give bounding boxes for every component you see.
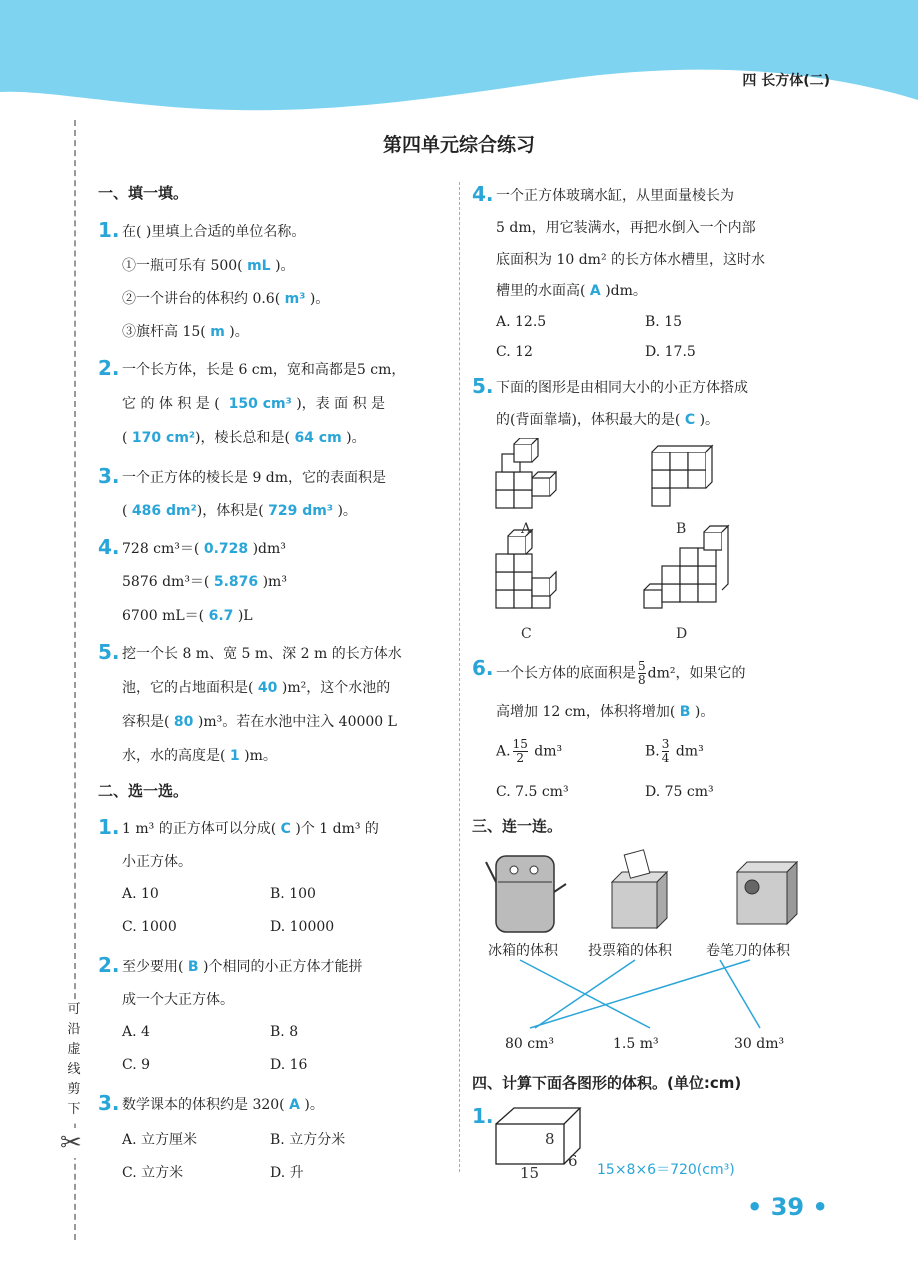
figure-c (496, 530, 556, 608)
c3-line1: 数学课本的体积约是 320( A )。 (122, 1097, 324, 1113)
option: B. 8 (270, 1024, 299, 1040)
r5-line1: 下面的图形是由相同大小的小正方体搭成 (496, 380, 748, 396)
answer: 729 dm³ (268, 503, 333, 519)
r5-number: 5. (472, 374, 494, 398)
answer: m (210, 324, 225, 340)
section-fill-heading: 一、填一填。 (98, 184, 189, 202)
figure-label-c: C (521, 626, 532, 642)
option: D. 75 cm³ (645, 784, 714, 800)
q2-line1: 一个长方体，长是 6 cm，宽和高都是5 cm， (122, 362, 406, 378)
figure-a (496, 438, 556, 508)
c2-line1: 至少要用( B )个相同的小正方体才能拼 (122, 959, 363, 975)
answer: C (280, 821, 291, 837)
q4-b: 5876 dm³＝( 5.876 )m³ (122, 574, 287, 590)
r4-line2: 5 dm，用它装满水，再把水倒入一个内部 (496, 220, 756, 236)
answer: B (187, 959, 199, 975)
q4-a: 728 cm³＝( 0.728 )dm³ (122, 541, 286, 557)
scissors-icon: ✂ (60, 1128, 82, 1158)
value-80cm3: 80 cm³ (505, 1036, 554, 1052)
option: A. $\frac{15}{2}$ dm³ (496, 737, 563, 765)
q1-a: ①一瓶可乐有 500( mL )。 (122, 258, 295, 274)
option: C. 9 (122, 1057, 151, 1073)
cut-text: 可沿虚线剪下 (62, 1000, 86, 1120)
answer: 0.728 (203, 541, 249, 557)
figure-label-a: A (521, 521, 532, 537)
r4-number: 4. (472, 182, 494, 206)
q4-c: 6700 mL＝( 6.7 )L (122, 608, 253, 624)
fridge-illustration (486, 856, 566, 932)
answer: 170 cm² (131, 430, 196, 446)
q3-line1: 一个正方体的棱长是 9 dm，它的表面积是 (122, 470, 387, 486)
ballot-box-illustration (612, 850, 667, 928)
figure-d (644, 526, 728, 608)
c2-number: 2. (98, 953, 120, 977)
figure-label-d: D (676, 626, 688, 642)
section-connect-heading: 三、连一连。 (472, 817, 563, 835)
dim-height: 8 (545, 1130, 555, 1148)
column-divider (459, 182, 460, 1172)
connect-item-fridge: 冰箱的体积 (488, 943, 558, 959)
answer: 486 dm² (131, 503, 197, 519)
r6-line2: 高增加 12 cm，体积将增加( B )。 (496, 704, 715, 720)
q4-number: 4. (98, 535, 120, 559)
option: B. 15 (645, 314, 683, 330)
r4-line3: 底面积为 10 dm² 的长方体水槽里，这时水 (496, 252, 766, 268)
connect-item-ballot: 投票箱的体积 (588, 943, 672, 959)
q5-line1: 挖一个长 8 m、宽 5 m、深 2 m 的长方体水 (122, 646, 402, 662)
fraction: $\frac{5}{8}$ (638, 659, 646, 687)
cube-figures (488, 438, 828, 648)
q2-number: 2. (98, 356, 120, 380)
c1-line2: 小正方体。 (122, 854, 192, 870)
option: A. 4 (122, 1024, 150, 1040)
option: C. 立方米 (122, 1165, 184, 1181)
connect-lines (490, 958, 810, 1038)
answer: A (589, 283, 601, 299)
q1-b: ②一个讲台的体积约 0.6( m³ )。 (122, 291, 330, 307)
figure-label-b: B (676, 521, 687, 537)
option: B. $\frac{3}{4}$ dm³ (645, 737, 704, 765)
connect-item-sharpener: 卷笔刀的体积 (706, 943, 790, 959)
option: C. 7.5 cm³ (496, 784, 569, 800)
page-title: 第四单元综合练习 (382, 134, 535, 156)
answer: 40 (257, 680, 278, 696)
answer: 5.876 (213, 574, 259, 590)
q5-line4: 水，水的高度是( 1 )m。 (122, 748, 277, 764)
answer: 150 cm³ (228, 396, 292, 412)
q1-stem: 在( )里填上合适的单位名称。 (122, 224, 306, 240)
c2-line2: 成一个大正方体。 (122, 992, 234, 1008)
answer: 1 (229, 748, 240, 764)
option: A. 立方厘米 (122, 1132, 198, 1148)
value-30dm3: 30 dm³ (734, 1036, 785, 1052)
c1-line1: 1 m³ 的正方体可以分成( C )个 1 dm³ 的 (122, 821, 379, 837)
answer: 64 cm (294, 430, 342, 446)
option: C. 1000 (122, 919, 177, 935)
dim-width: 6 (568, 1152, 578, 1170)
answer: m³ (284, 291, 306, 307)
r6-line1: 一个长方体的底面积是 $\frac{5}{8}$ dm²，如果它的 (496, 659, 746, 687)
section-choose-heading: 二、选一选。 (98, 782, 189, 800)
calc1-answer: 15×8×6＝720(cm³) (597, 1162, 735, 1178)
answer: 80 (173, 714, 194, 730)
sharpener-illustration (737, 862, 797, 924)
option: B. 立方分米 (270, 1132, 346, 1148)
q5-number: 5. (98, 640, 120, 664)
dim-length: 15 (520, 1164, 540, 1182)
option: A. 10 (122, 886, 159, 902)
q5-line2: 池，它的占地面积是( 40 )m²，这个水池的 (122, 680, 391, 696)
value-1-5m3: 1.5 m³ (613, 1036, 659, 1052)
chapter-label: 四 长方体(二) (742, 73, 830, 89)
c3-number: 3. (98, 1091, 120, 1115)
r4-line4: 槽里的水面高( A )dm。 (496, 283, 647, 299)
section-calc-heading: 四、计算下面各图形的体积。(单位:cm) (472, 1074, 742, 1092)
option: A. 12.5 (496, 314, 547, 330)
q2-line3: ( 170 cm²)，棱长总和是( 64 cm )。 (122, 430, 366, 446)
option: D. 16 (270, 1057, 308, 1073)
page-number: • 39 • (747, 1193, 828, 1221)
answer: C (684, 412, 696, 428)
option: D. 升 (270, 1165, 304, 1181)
r5-line2: 的(背面靠墙)，体积最大的是( C )。 (496, 412, 720, 428)
option: B. 100 (270, 886, 316, 902)
c1-number: 1. (98, 815, 120, 839)
q3-line2: ( 486 dm²)，体积是( 729 dm³ )。 (122, 503, 357, 519)
answer: B (679, 704, 691, 720)
answer: 6.7 (208, 608, 234, 624)
r4-line1: 一个正方体玻璃水缸，从里面量棱长为 (496, 188, 734, 204)
connect-pictures (482, 842, 822, 940)
option: D. 17.5 (645, 344, 696, 360)
q1-number: 1. (98, 218, 120, 242)
option: C. 12 (496, 344, 533, 360)
q5-line3: 容积是( 80 )m³。若在水池中注入 40000 L (122, 714, 397, 730)
figure-b (652, 446, 712, 506)
option: D. 10000 (270, 919, 335, 935)
answer: A (289, 1097, 300, 1113)
r6-number: 6. (472, 656, 494, 680)
q3-number: 3. (98, 464, 120, 488)
answer: mL (247, 258, 271, 274)
q2-line2: 它 的 体 积 是 ( 150 cm³ )，表 面 积 是 (122, 396, 386, 412)
calc1-number: 1. (472, 1104, 494, 1128)
q1-c: ③旗杆高 15( m )。 (122, 324, 249, 340)
header-banner (0, 0, 918, 120)
